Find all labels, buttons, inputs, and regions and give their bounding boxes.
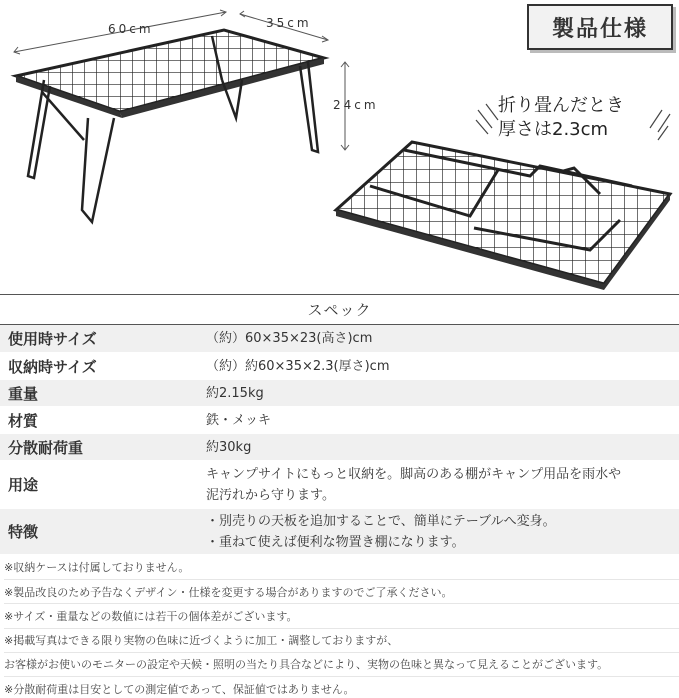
spec-label: 収納時サイズ (8, 357, 97, 376)
spec-row (0, 509, 679, 555)
spec-title: スペック (0, 294, 679, 325)
spec-badge: 製品仕様 (527, 4, 673, 50)
spec-value: （約）60×35×23(高さ)cm (206, 331, 373, 346)
spec-label: 分散耐荷重 (8, 438, 84, 457)
fold-note-line2: 厚さは2.3cm (498, 119, 609, 140)
spec-row (0, 380, 679, 407)
spec-value: 約30kg (206, 439, 252, 455)
spec-value-line: ・別売りの天板を追加することで、簡単にテーブルへ変身。 (206, 513, 556, 529)
note-item: ※サイズ・重量などの数値には若干の個体差がございます。 (4, 603, 679, 627)
product-illustration-area (0, 0, 679, 292)
spec-label: 重量 (8, 384, 39, 403)
spec-label: 特徴 (8, 523, 39, 541)
spec-section (0, 294, 679, 698)
folded-rack (336, 142, 670, 290)
spec-label: 用途 (8, 476, 39, 494)
note-item: ※掲載写真はできる限り実物の色味に近づくように加工・調整しておりますが、 (4, 628, 679, 652)
spec-value: 鉄・メッキ (206, 412, 272, 428)
spec-row (0, 407, 679, 434)
spec-label: 使用時サイズ (8, 330, 97, 348)
spec-value: 約2.15kg (206, 385, 264, 401)
spec-table (0, 325, 679, 555)
width-dimension-label: 60cm (108, 22, 154, 36)
spec-value: （約）約60×35×2.3(厚さ)cm (206, 358, 390, 374)
spec-label: 材質 (8, 411, 39, 430)
note-item: ※製品改良のため予告なくデザイン・仕様を変更する場合がありますのでご了承ください。 (4, 579, 679, 603)
spec-row (0, 325, 679, 353)
note-item: お客様がお使いのモニターの設定や天候・照明の当たり具合などにより、実物の色味と異なって見えることがございます。 (4, 652, 679, 676)
assembled-rack (16, 30, 324, 222)
spec-row (0, 353, 679, 380)
note-item: ※分散耐荷重は目安としての測定値であって、保証値ではありません。 (4, 676, 679, 698)
notes-list (0, 555, 679, 698)
spec-value-line: キャンプサイトにもっと収納を。脚高のある棚がキャンプ用品を雨水や (206, 466, 622, 482)
note-item: ※収納ケースは付属しておりません。 (4, 561, 190, 575)
spec-row (0, 434, 679, 461)
fold-note-line1: 折り畳んだとき (498, 95, 624, 116)
height-dimension-label: 24cm (333, 98, 379, 112)
depth-dimension-label: 35cm (266, 16, 312, 30)
spec-value-line: ・重ねて使えば便利な物置き棚になります。 (206, 534, 465, 550)
fold-note (498, 94, 658, 142)
spec-value-line: 泥汚れから守ります。 (206, 487, 335, 503)
spec-row (0, 461, 679, 509)
